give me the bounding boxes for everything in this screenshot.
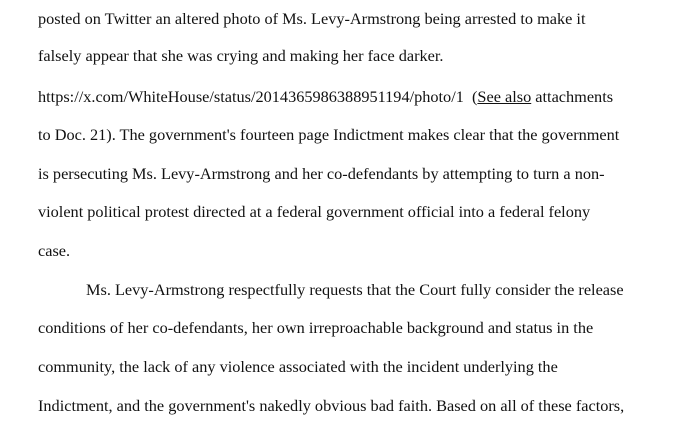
tweet-url[interactable]: https://x.com/WhiteHouse/status/2014365986388951194/photo/1: [38, 87, 464, 106]
paragraph-1-line-5: is persecuting Ms. Levy-Armstrong and her co-defendants by attempting to turn a non-: [38, 164, 605, 183]
paragraph-1-line-1: posted on Twitter an altered photo of Ms. Levy-Armstrong being arrested to make it: [38, 9, 586, 28]
paragraph-1-line-2: falsely appear that she was crying and making her face darker.: [38, 46, 444, 65]
paragraph-1-line-3: [38, 87, 613, 107]
paragraph-2-line-2: conditions of her co-defendants, her own irreproachable background and status in the: [38, 318, 594, 337]
attachments-text: attachments: [531, 87, 614, 106]
open-paren: (: [463, 87, 478, 106]
paragraph-2-line-4: Indictment, and the government's nakedly obvious bad faith. Based on all of these factors,: [38, 396, 625, 415]
paragraph-1-line-7: case.: [38, 241, 71, 260]
paragraph-1-line-6: violent political protest directed at a federal government official into a federal felony: [38, 202, 591, 221]
paragraph-1-line-4: to Doc. 21). The government's fourteen page Indictment makes clear that the government: [38, 125, 620, 144]
see-also-signal: See also: [477, 87, 532, 106]
paragraph-2-line-3: community, the lack of any violence associated with the incident underlying the: [38, 357, 558, 376]
paragraph-2-line-1: Ms. Levy-Armstrong respectfully requests that the Court fully consider the release: [86, 280, 624, 299]
